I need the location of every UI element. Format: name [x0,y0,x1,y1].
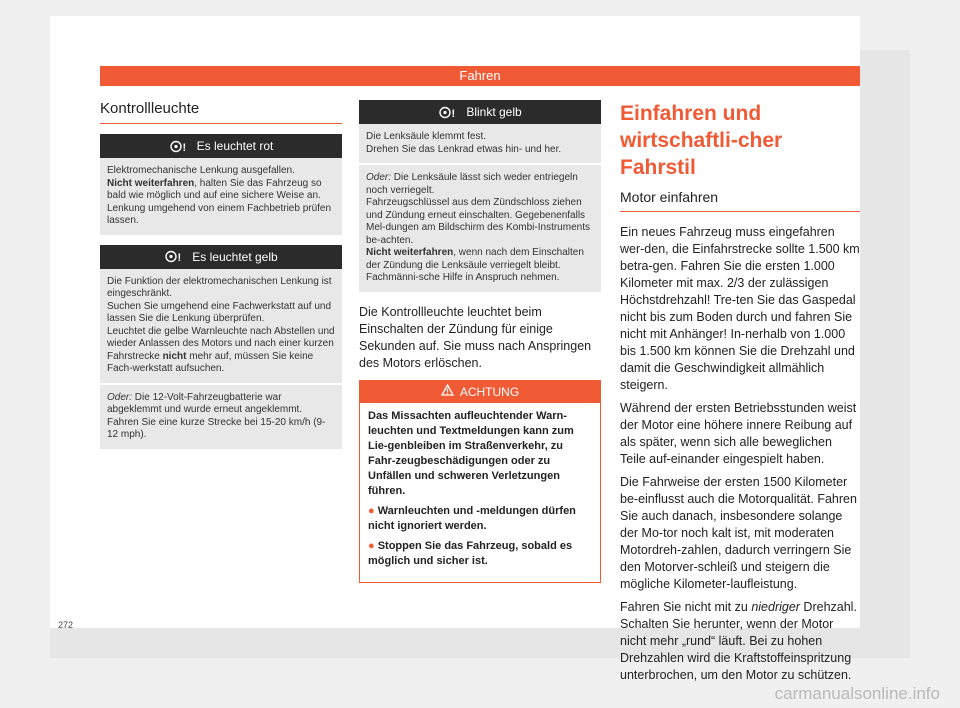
subsection-title: Motor einfahren [620,189,860,212]
right-p1: Ein neues Fahrzeug muss eingefahren wer-den, die Einfahrstrecke sollte 1.500 km betra-gen. Fahren Sie die ersten 1.000 Kilometer mit max. 2/3 der zulässigen Höchstdrehzahl! Tre-ten Sie das Gaspedal nicht bis zum Boden durch und fahren Sie nicht mit Anhänger! In-nerhalb von 1.000 bis 1.500 km können Sie die Drehzahl und damit die Geschwindigkeit allmählich steigern. [620,225,860,392]
oder-label: Oder: [107,391,133,403]
blink-text1: Die Lenksäule klemmt fest. [366,131,487,142]
info-paragraph-text: Die Kontrollleuchte leuchtet beim Einschalten der Zündung für einige Sekunden auf. Sie muss nach Anspringen des Motors erlöschen. [359,304,592,370]
bullet-icon: ● [368,504,378,517]
red-rest: , halten Sie das Fahrzeug so bald wie möglich und auf eine sichere Weise an. [107,177,322,201]
blink-warning-header [359,100,601,124]
right-p2: Während der ersten Betriebsstunden weist der Motor eine höhere innere Reibung auf als später, wenn sich alle beweglichen Teile auf-einander eingespielt haben. [620,401,857,466]
info-paragraph [359,304,601,372]
blink-text2: Drehen Sie das Lenkrad etwas hin- und her. [366,143,562,155]
warning-triangle-icon [441,384,454,399]
yellow-description [100,269,342,383]
red-line1: Elektromechanische Lenkung ausgefallen. [107,165,295,176]
yellow-text3b: nicht [162,350,187,362]
achtung-heading: ACHTUNG [459,384,520,399]
yellow-warning-header [100,245,342,269]
svg-text:!: ! [177,252,182,263]
red-heading: Es leuchtet rot [196,139,274,153]
svg-text:!: ! [451,107,456,119]
right-p4a: Fahren Sie nicht mit zu [620,600,752,614]
right-body [620,224,860,684]
page-number: 272 [58,620,74,630]
yellow-heading: Es leuchtet gelb [192,249,278,264]
achtung-header [360,381,600,403]
blink-text4: Fahrzeugschlüssel aus dem Zündschloss ziehen und Zündung erneut einschalten. Gegebenenfalls Mel-dungen am Bildschirm des Kombi-Instruments be-achten. [366,197,590,246]
oder-label: Oder: [366,172,392,183]
right-p4c: Drehzahl. Schalten Sie herunter, wenn der Motor nicht mehr „rund“ läuft. Bei zu hohen Drehzahlen wird die Kraftstoffeinspritzung unterbrochen, um den Motor zu schützen. [620,600,857,682]
red-warning-header [100,134,342,158]
watermark: carmanualsonline.info [774,684,940,703]
bullet2-text: Stoppen Sie das Fahrzeug, sobald es möglich und sicher ist. [368,539,573,567]
blink-text5-body: , wenn nach dem Einschalten der Zündung die Lenksäule verriegelt bleibt. Fachmänni-sche Hilfe in Anspruch nehmen. [366,247,584,283]
yellow-description-alt [100,385,342,449]
red-line3: Lenkung umgehend von einem Fachbetrieb prüfen lassen. [107,202,332,226]
right-p4 [620,599,860,684]
chapter-header: Fahren [100,66,860,86]
steering-warning-icon [169,139,187,153]
achtung-body [360,403,600,582]
blink-bold: Nicht weiterfahren [366,247,454,258]
right-p4b: niedriger [751,600,800,614]
yellow-text3c: mehr auf, müssen Sie keine Fach-werkstatt aufsuchen. [107,350,314,374]
yellow-text1: Die Funktion der elektromechanischen Lenkung ist eingeschränkt. [107,275,332,299]
achtung-box [359,380,601,583]
blink-description-alt [359,165,601,292]
middle-column [359,100,601,583]
red-line2 [107,178,335,203]
yellow-text3 [107,326,335,376]
achtung-bullet-1 [368,504,592,534]
yellow-text4-body: Die 12-Volt-Fahrzeugbatterie war abgeklemmt und wurde erneut angeklemmt. [107,391,303,415]
yellow-text3a: Leuchtet die gelbe Warnleuchte nach Abstellen und wieder Anlassen des Motors und nach einer kurzen Fahrstrecke [107,325,335,362]
yellow-text4 [107,392,335,417]
blink-heading: Blinkt gelb [466,105,522,119]
blink-text3-body: Die Lenksäule lässt sich weder entriegeln noch verriegelt. [366,172,578,196]
yellow-text5: Fahren Sie eine kurze Strecke bei 15-20 km/h (9-12 mph). [107,416,326,440]
yellow-text2: Suchen Sie umgehend eine Fachwerkstatt auf und lassen Sie die Lenkung überprüfen. [107,300,332,324]
chapter-title: Einfahren und wirtschaftli-cher Fahrstil [620,102,783,179]
right-column [620,100,860,690]
red-bold: Nicht weiterfahren [107,177,195,189]
steering-warning-icon [438,105,456,119]
achtung-text: Das Missachten aufleuchtender Warn-leuchten und Textmeldungen kann zum Lie-genbleiben im Straßenverkehr, zu Fahr-zeugbeschädigungen oder zu Unfällen und schweren Verletzungen führen. [368,409,574,497]
red-description [100,158,342,235]
bullet1-text: Warnleuchten und -meldungen dürfen nicht ignoriert werden. [368,504,576,532]
blink-text5 [366,247,594,285]
svg-text:!: ! [182,141,186,153]
left-column [100,100,342,449]
bullet-icon: ● [368,539,378,552]
achtung-bullet-2 [368,539,592,569]
blink-text3 [366,172,594,197]
right-p3: Die Fahrweise der ersten 1500 Kilometer be-einflusst auch die Motorqualität. Fahren Sie auch danach, insbesondere solange der Mo-tor noch kalt ist, mit moderaten Motordreh-zahlen, dadurch verringern Sie den Motorver-schleiß und steigern die mögliche Kilometer-laufleistung. [620,475,857,591]
section-title: Kontrollleuchte [100,100,342,124]
blink-description [359,124,601,163]
steering-warning-icon [164,250,182,264]
